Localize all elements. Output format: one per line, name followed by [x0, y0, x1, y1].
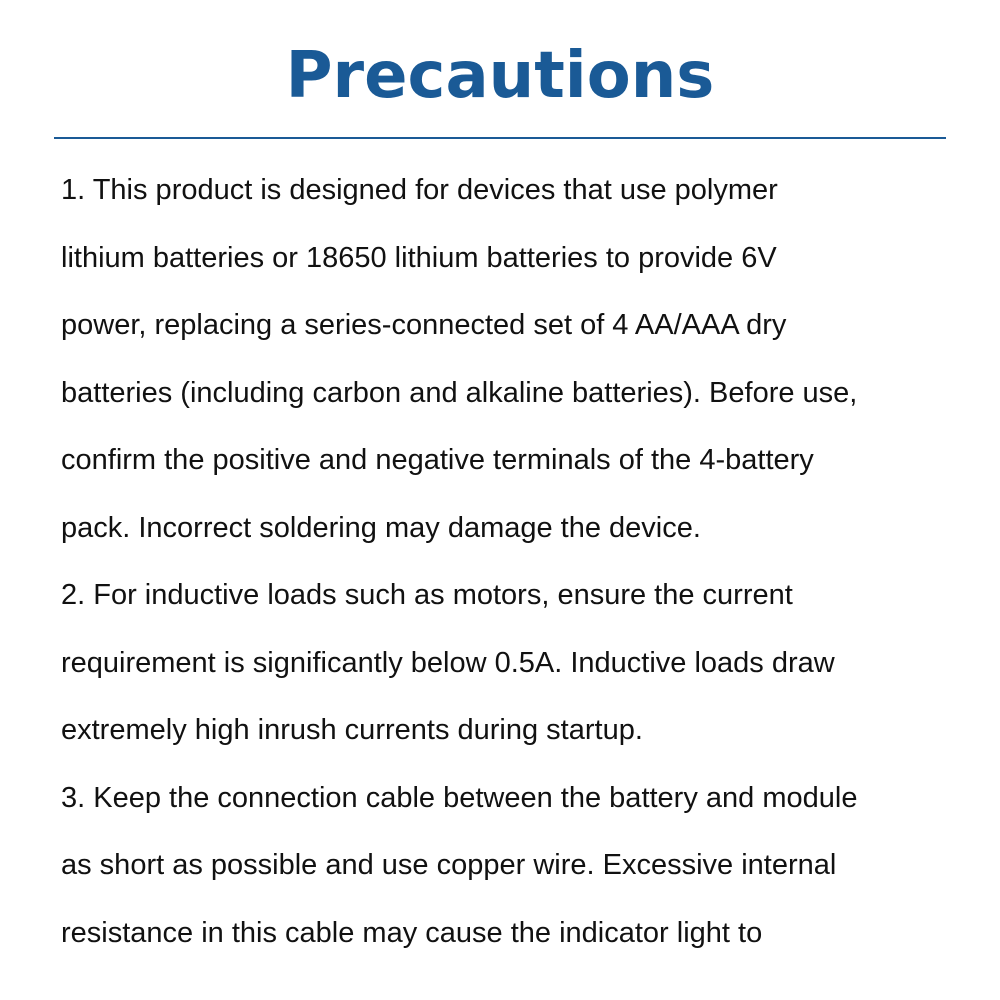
text-line: 3. Keep the connection cable between the battery and module [61, 781, 858, 814]
text-line: 1. This product is designed for devices that use polymer [61, 174, 778, 206]
text-line: lithium batteries or 18650 lithium batteries to provide 6V [61, 241, 777, 274]
text-line: extremely high inrush currents during startup. [61, 714, 643, 746]
text-line: as short as possible and use copper wire. Excessive internal [61, 849, 837, 881]
text-line: batteries (including carbon and alkaline batteries). Before use, [61, 376, 858, 409]
page-title: Precautions [285, 39, 715, 113]
text-line: requirement is significantly below 0.5A. Inductive loads draw [61, 646, 835, 679]
text-line: resistance in this cable may cause the indicator light to [61, 916, 763, 949]
text-line: 2. For inductive loads such as motors, ensure the current [61, 579, 793, 611]
title-divider [54, 137, 946, 139]
precautions-body [61, 157, 961, 967]
text-line: power, replacing a series-connected set of 4 AA/AAA dry [61, 309, 787, 341]
text-line: confirm the positive and negative terminals of the 4-battery [61, 444, 814, 476]
text-line: pack. Incorrect soldering may damage the device. [61, 511, 701, 544]
